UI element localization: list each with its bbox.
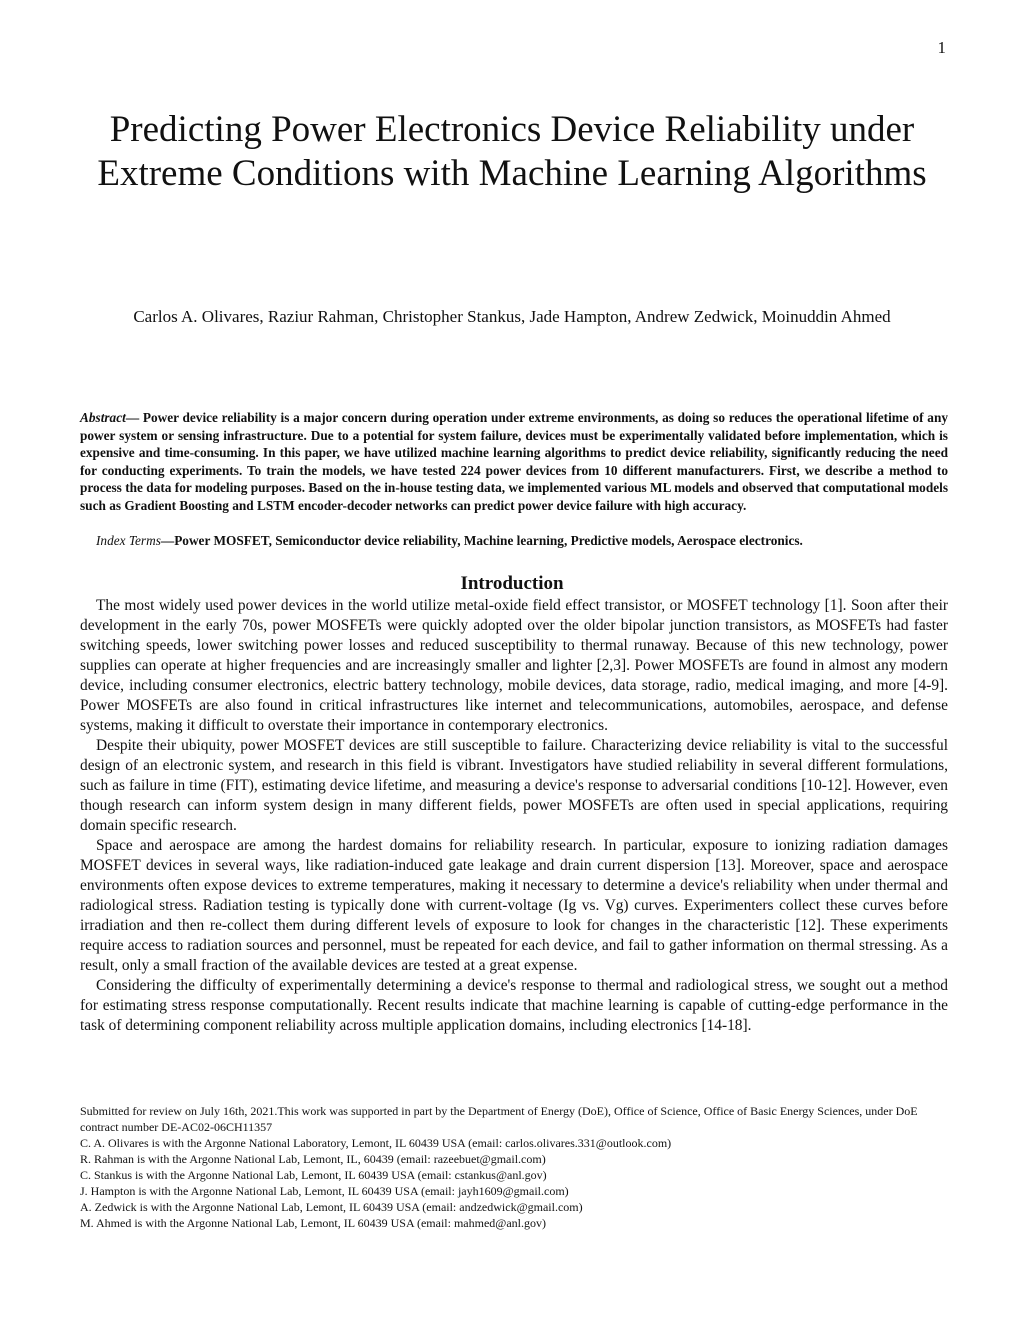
- abstract: [80, 409, 948, 514]
- footnotes: [80, 1103, 930, 1231]
- footnote: A. Zedwick is with the Argonne National Lab, Lemont, IL 60439 USA (email: andzedwick@gmail.com): [80, 1200, 583, 1214]
- abstract-text: — Power device reliability is a major concern during operation under extreme environments, as doing so reduces the operational lifetime of any power system or sensing infrastructure. Due to a potential for system failure, devices must be experimentally validated before implementation, which is expensive and time-consuming. In this paper, we have utilized machine learning algorithms to predict device reliability, significantly reducing the need for conducting experiments. To train the models, we have tested 224 power devices from 10 different manufacturers. First, we describe a method to process the data for modeling purposes. Based on the in-house testing data, we implemented various ML models and observed that computational models such as Gradient Boosting and LSTM encoder-decoder networks can predict power device failure with high accuracy.: [80, 410, 948, 513]
- footnote: Submitted for review on July 16th, 2021.This work was supported in part by the Department of Energy (DoE), Office of Science, Office of Basic Energy Sciences, under DoE contract number DE-AC02-06CH11357: [80, 1104, 918, 1134]
- index-terms-text: —Power MOSFET, Semiconductor device reliability, Machine learning, Predictive models, Aerospace electronics.: [160, 533, 803, 548]
- body-paragraph: Despite their ubiquity, power MOSFET devices are still susceptible to failure. Characterizing device reliability is vital to the successful design of an electronic system, and research in this field is vibrant. Investigators have studied reliability in several different formulations, such as failure in time (FIT), estimating device lifetime, and measuring a device's response to adversarial conditions [10-12]. However, even though research can inform system design in many different fields, power MOSFETs are often used in special applications, requiring domain specific research.: [80, 737, 948, 834]
- body-paragraph: Space and aerospace are among the hardest domains for reliability research. In particular, exposure to ionizing radiation damages MOSFET devices in several ways, like radiation-induced gate leakage and drain current dispersion [13]. Moreover, space and aerospace environments often expose devices to extreme temperatures, making it necessary to determine a device's reliability when under thermal and radiological stress. Radiation testing is typically done with current-voltage (Ig vs. Vg) curves. Experimenters collect these curves before irradiation and then re-collect them during different levels of exposure to look for changes in the characteristic [12]. These experiments require access to radiation sources and personnel, must be repeated for each device, and fail to gather information on thermal stressing. As a result, only a small fraction of the available devices are tested at a great expense.: [80, 837, 948, 974]
- index-terms: [80, 532, 948, 550]
- footnote: C. Stankus is with the Argonne National Lab, Lemont, IL 60439 USA (email: cstankus@anl.gov): [80, 1168, 547, 1182]
- footnote: R. Rahman is with the Argonne National Lab, Lemont, IL, 60439 (email: razeebuet@gmail.com): [80, 1152, 546, 1166]
- body-paragraph: The most widely used power devices in the world utilize metal-oxide field effect transistor, or MOSFET technology [1]. Soon after their development in the early 70s, power MOSFETs were quickly adopted over the older bipolar junction transistors, as MOSFETs had faster switching speeds, lower switching power losses and reduced susceptibility to thermal runaway. Because of this new technology, power supplies can operate at higher frequencies and are increasingly smaller and lighter [2,3]. Power MOSFETs are found in almost any modern device, including consumer electronics, electric battery technology, mobile devices, data storage, radio, medical imaging, and more [4-9]. Power MOSFETs are also found in critical infrastructures like internet and telecommunications, automobiles, aerospace, and defense systems, making it difficult to overstate their importance in contemporary electronics.: [80, 597, 948, 734]
- page-number: 1: [937, 38, 946, 57]
- paper-title: Predicting Power Electronics Device Reliability under Extreme Conditions with Machine Learning Algorithms: [97, 109, 927, 194]
- body-paragraph: Considering the difficulty of experimentally determining a device's response to thermal and radiological stress, we sought out a method for estimating stress response computationally. Recent results indicate that machine learning is capable of cutting-edge performance in the task of determining component reliability across multiple application domains, including electronics [14-18].: [80, 977, 948, 1034]
- author-list: Carlos A. Olivares, Raziur Rahman, Christopher Stankus, Jade Hampton, Andrew Zedwick, Moinuddin Ahmed: [133, 307, 891, 326]
- index-terms-label: Index Terms: [96, 533, 161, 548]
- abstract-label: Abstract: [80, 410, 126, 425]
- section-heading-introduction: Introduction: [460, 573, 564, 594]
- footnote: J. Hampton is with the Argonne National Lab, Lemont, IL 60439 USA (email: jayh1609@gmail.com): [80, 1184, 569, 1198]
- footnote: C. A. Olivares is with the Argonne National Laboratory, Lemont, IL 60439 USA (email: carlos.olivares.331@outlook.com): [80, 1136, 672, 1150]
- introduction-body: [80, 596, 948, 1036]
- footnote: M. Ahmed is with the Argonne National Lab, Lemont, IL 60439 USA (email: mahmed@anl.gov): [80, 1216, 546, 1230]
